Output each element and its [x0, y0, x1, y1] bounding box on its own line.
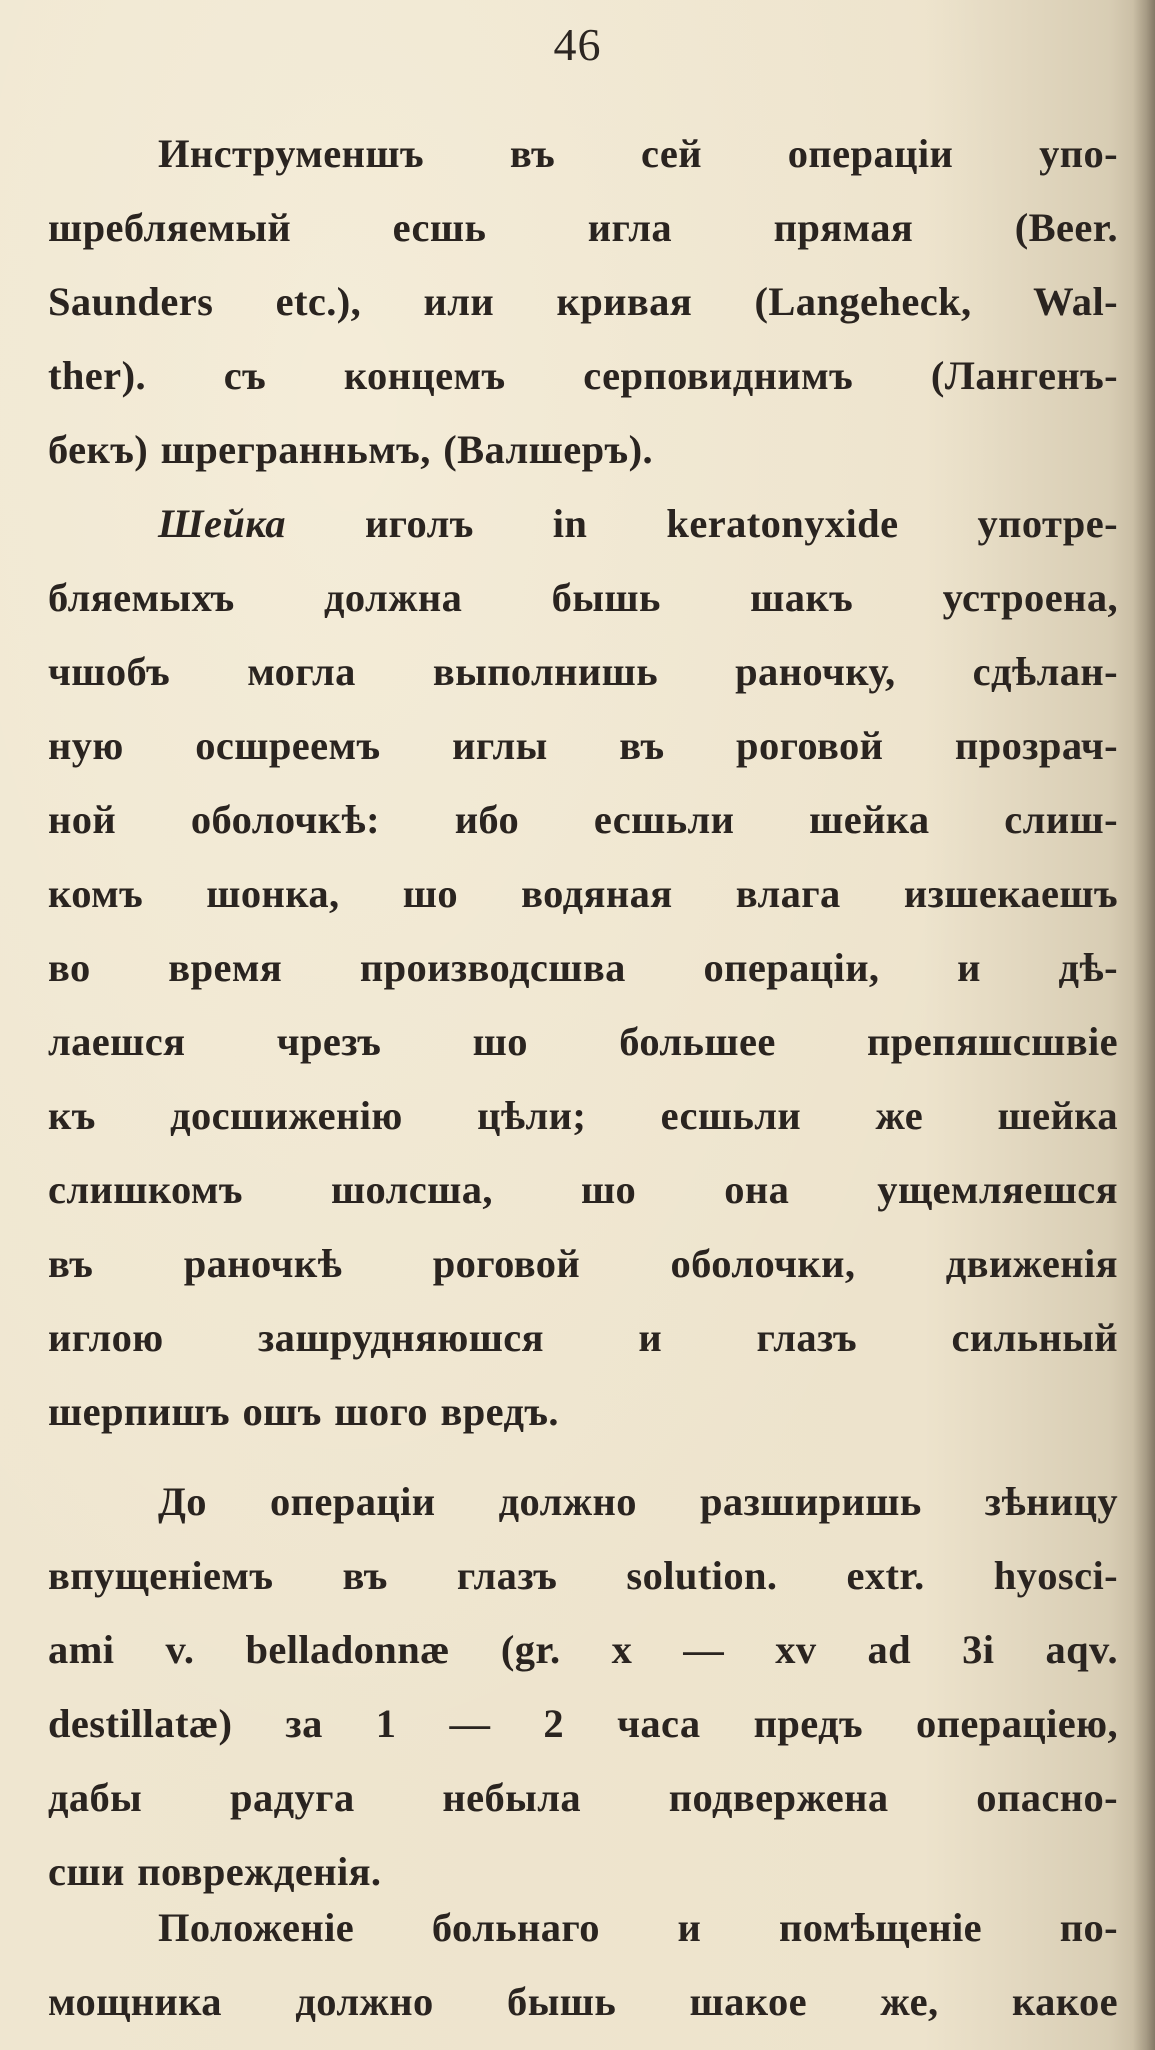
text-line: шерпишъ ошъ шого вредъ. — [48, 1389, 559, 1434]
text-line: иглою зашрудняюшся и глазъ сильный — [48, 1315, 1118, 1360]
italic-lead-word: Шейка — [158, 501, 286, 546]
text-line: дабы радуга небыла подвержена опасно- — [48, 1775, 1118, 1820]
page-edge-shadow — [1133, 0, 1155, 2050]
text-line: во время производсшва операціи, и дѣ- — [48, 945, 1118, 990]
text-line — [158, 487, 1118, 561]
text-line: въ раночкѣ роговой оболочки, движенія — [48, 1241, 1118, 1286]
text-line: ной оболочкѣ: ибо есшьли шейка слиш- — [48, 797, 1118, 842]
text-line: чшобъ могла выполнишь раночку, сдѣлан- — [48, 649, 1118, 694]
text-line-rest: иголъ in keratonyxide употре- — [285, 501, 1118, 546]
text-line: Положеніе больнаго и помѣщеніе по- — [158, 1905, 1118, 1950]
text-line: Инструменшъ въ сей операціи упо- — [158, 131, 1118, 176]
text-line: шребляемый есшь игла прямая (Beer. — [48, 205, 1118, 250]
page-number: 46 — [553, 19, 602, 70]
text-line: destillatæ) за 1 — 2 часа предъ операціею, — [48, 1701, 1118, 1746]
text-line: ную осшреемъ иглы въ роговой прозрач- — [48, 723, 1118, 768]
text-line: комъ шонка, шо водяная влага изшекаешъ — [48, 871, 1118, 916]
text-line: До операціи должно разширишь зѣницу — [158, 1479, 1118, 1524]
text-line: ther). съ концемъ серповиднимъ (Лангенъ- — [48, 353, 1118, 398]
text-line: лаешся чрезъ шо большее препяшсшвіе — [48, 1019, 1118, 1064]
text-line: сши поврежденія. — [48, 1849, 382, 1894]
text-line: впущеніемъ въ глазъ solution. extr. hyosci- — [48, 1553, 1118, 1598]
text-line: бляемыхъ должна бышь шакъ устроена, — [48, 575, 1118, 620]
text-line: слишкомъ шолсша, шо она ущемляешся — [48, 1167, 1118, 1212]
text-line: къ досшиженію цѣли; есшьли же шейка — [48, 1093, 1118, 1138]
text-line: ami v. belladonnæ (gr. x — xv ad 3i aqv. — [48, 1627, 1118, 1672]
text-line: Saunders etc.), или кривая (Langeheck, Wal- — [48, 279, 1118, 324]
text-line: мощника должно бышь шакое же, какое — [48, 1979, 1118, 2024]
text-line: бекъ) шрегранньмъ, (Валшеръ). — [48, 427, 653, 472]
